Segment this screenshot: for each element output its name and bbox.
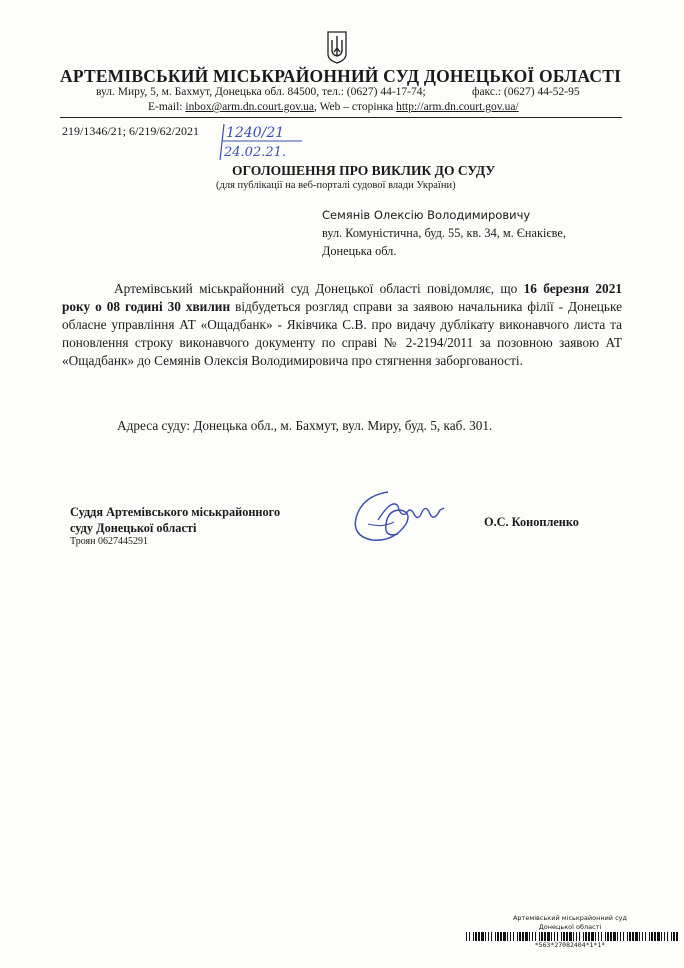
recipient-name: Семянів Олексію Володимировичу xyxy=(322,208,531,222)
hearing-datetime: 16 березня 2021 року о 08 годині 30 хвилин xyxy=(62,281,622,314)
case-numbers: 219/1346/21; 6/219/62/2021 xyxy=(62,124,200,138)
stamp-number: 1240/21 xyxy=(226,125,285,141)
recipient-block xyxy=(322,206,620,260)
handwritten-signature-icon xyxy=(348,484,448,546)
email-link[interactable]: inbox@arm.dn.court.gov.ua xyxy=(185,101,315,113)
judge-name: О.С. Конопленко xyxy=(484,515,579,529)
court-address-phone: вул. Миру, 5, м. Бахмут, Донецька обл. 84500, тел.: (0627) 44-17-74; xyxy=(96,86,426,98)
executor-phone-note: Троян 0627445291 xyxy=(70,536,148,547)
notice-subtitle: (для публікації на веб-порталі судової влади України) xyxy=(216,180,456,191)
judge-title-line1: Суддя Артемівського міськрайонного xyxy=(70,505,281,519)
notice-body xyxy=(62,280,622,370)
court-hearing-address: Адреса суду: Донецька обл., м. Бахмут, вул. Миру, буд. 5, каб. 301. xyxy=(117,418,493,433)
web-label: , Web – сторінка xyxy=(314,101,397,113)
judge-title xyxy=(70,504,280,536)
court-fax: факс.: (0627) 44-52-95 xyxy=(472,86,580,98)
body-intro: Артемівський міськрайонний суд Донецької області повідомляє, що xyxy=(114,281,524,296)
notice-title: ОГОЛОШЕННЯ ПРО ВИКЛИК ДО СУДУ xyxy=(232,163,496,178)
barcode-icon xyxy=(466,932,678,941)
contact-line xyxy=(148,101,519,113)
recipient-street: вул. Комуністична, буд. 55, кв. 34, м. Єнакієве, xyxy=(322,226,566,240)
footer-court-line2: Донецької області xyxy=(538,923,602,931)
stamp-date: 24.02.21. xyxy=(224,145,287,160)
court-name: АРТЕМІВСЬКИЙ МІСЬКРАЙОННИЙ СУД ДОНЕЦЬКОЇ ОБЛАСТІ xyxy=(60,66,622,86)
footer-court-label xyxy=(460,914,680,932)
trident-emblem-icon xyxy=(326,30,348,64)
recipient-region: Донецька обл. xyxy=(322,244,397,258)
footer-court-line1: Артемівський міськрайонний суд xyxy=(512,914,628,922)
web-link[interactable]: http://arm.dn.court.gov.ua/ xyxy=(396,101,519,113)
email-label: E-mail: xyxy=(148,101,186,113)
handwritten-registration-stamp xyxy=(218,122,308,162)
judge-title-line2: суду Донецької області xyxy=(70,521,197,535)
body-details: відбудеться розгляд справи за заявою начальника філії - Донецьке обласне управління АТ «Ощадбанк» - Яківчика С.В. про видачу дублікату виконавчого листа та поновлення строку виконавчого документу по справі № 2-2194/2011 за позовною заявою АТ «Ощадбанк» до Семянів Олексія Володимировича про стягнення заборгованості. xyxy=(62,299,622,368)
header-divider xyxy=(60,117,622,118)
barcode-number: *563*27082404*1*1* xyxy=(534,941,606,949)
